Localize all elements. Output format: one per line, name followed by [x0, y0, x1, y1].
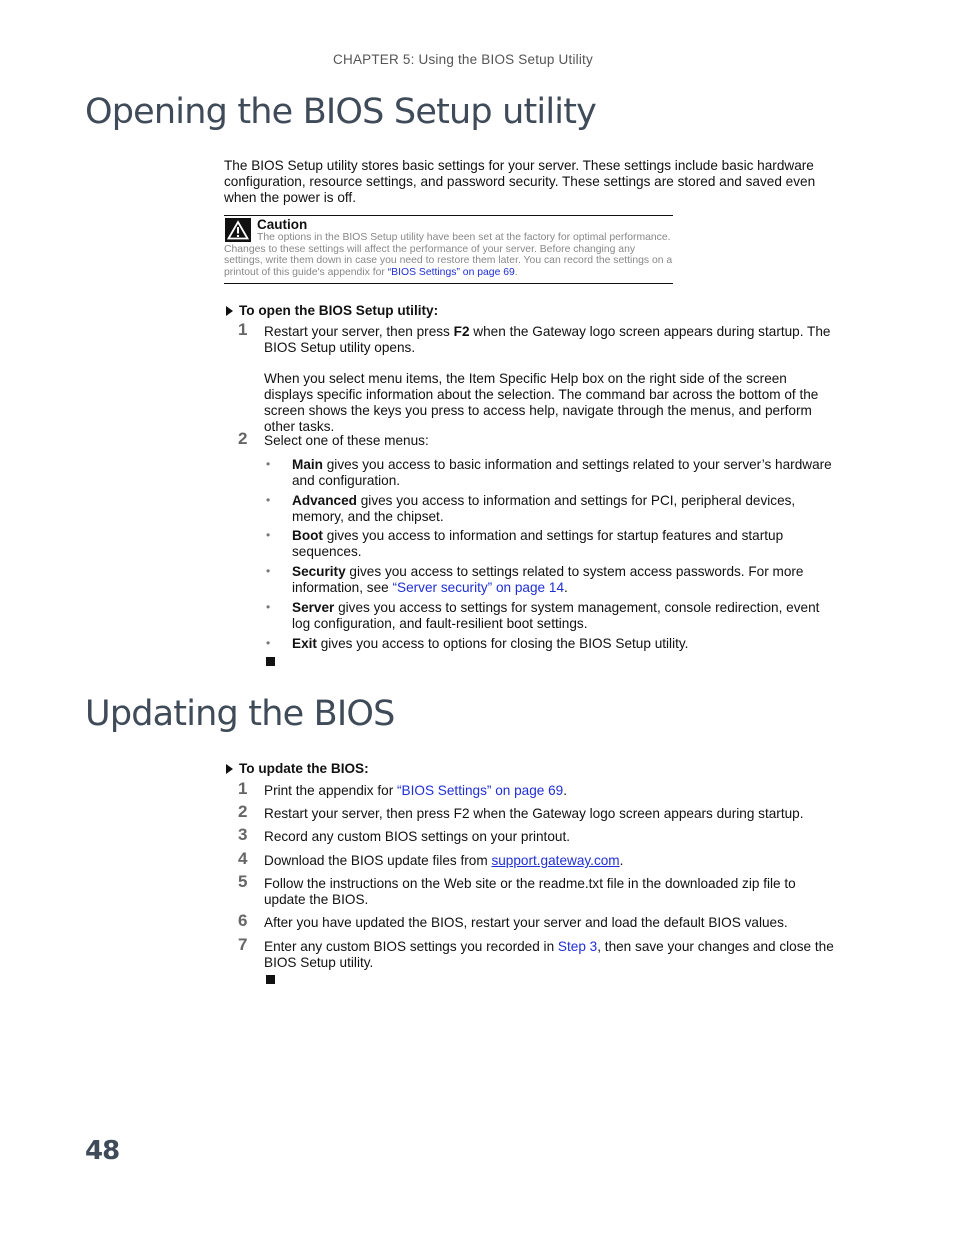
- update-step-2: [238, 802, 838, 822]
- step-text: Restart your server, then press F2 when the Gateway logo screen appears during startup.: [264, 806, 804, 821]
- step-number: 2: [238, 802, 248, 821]
- step-number: 1: [238, 320, 248, 339]
- step-text: Print the appendix for: [264, 783, 397, 798]
- update-step-5: [238, 872, 838, 908]
- step-number: 1: [238, 779, 248, 798]
- step-text: Download the BIOS update files from: [264, 853, 492, 868]
- bullet-server: [266, 600, 840, 632]
- update-step-4: [238, 849, 838, 869]
- procedure-heading-open-bios: [226, 303, 438, 319]
- step-number: 6: [238, 911, 248, 930]
- bullet-text: gives you access to options for closing the BIOS Setup utility.: [316, 636, 689, 651]
- caution-text: The options in the BIOS Setup utility have been set at the factory for optimal performance. Changes to these settings will affect the performance of your server. Before changing any settings, write them down in case you need to restore them later. You can record the settings on a printout of this guide's appendix for: [224, 232, 673, 278]
- bullet-dot: •: [266, 457, 271, 471]
- step-number: 4: [238, 849, 248, 868]
- end-of-procedure-mark: [266, 975, 275, 984]
- bullet-term: Boot: [292, 528, 323, 543]
- step-2: [238, 429, 838, 449]
- bullet-end: .: [564, 580, 568, 595]
- step-text: [264, 324, 839, 356]
- page-number: 48: [85, 1136, 120, 1166]
- key-f2: F2: [453, 324, 470, 339]
- procedure-heading-update-bios: [226, 761, 369, 777]
- update-step-6: [238, 911, 838, 931]
- triangle-icon: [226, 306, 233, 316]
- bullet-dot: •: [266, 600, 271, 614]
- bullet-dot: •: [266, 564, 271, 578]
- procedure-title: To open the BIOS Setup utility:: [239, 303, 439, 318]
- bullet-main: [266, 457, 840, 489]
- update-step-3: [238, 825, 838, 845]
- bullet-dot: •: [266, 636, 271, 650]
- bullet-text: gives you access to settings for system management, console redirection, event log configuration, and fault-resilient boot settings.: [292, 600, 820, 631]
- end-of-procedure-mark: [266, 657, 275, 666]
- step-end: .: [563, 783, 568, 798]
- step-text-b: when the Gateway logo screen appears during startup. The BIOS Setup utility opens.: [264, 324, 831, 355]
- step-number: 3: [238, 825, 248, 844]
- bullet-term: Main: [292, 457, 323, 472]
- step-number: 5: [238, 872, 248, 891]
- caution-box: [224, 215, 673, 284]
- step-text-a: Restart your server, then press: [264, 324, 454, 339]
- support-gateway-link[interactable]: support.gateway.com: [491, 853, 620, 868]
- server-security-link[interactable]: “Server security” on page 14: [392, 580, 565, 595]
- section-title-updating-bios: Updating the BIOS: [85, 694, 395, 734]
- bullet-term: Advanced: [292, 493, 357, 508]
- step-text: Enter any custom BIOS settings you recorded in: [264, 939, 558, 954]
- step-end: .: [619, 853, 624, 868]
- step-end: , then save your changes and close the BIOS Setup utility.: [264, 939, 834, 970]
- bullet-term: Security: [292, 564, 346, 579]
- caution-end: .: [514, 266, 518, 278]
- step-text: Follow the instructions on the Web site or the readme.txt file in the downloaded zip file to update the BIOS.: [264, 876, 796, 907]
- step-number: 2: [238, 429, 248, 448]
- update-step-1: [238, 779, 838, 799]
- section-title-opening-bios: Opening the BIOS Setup utility: [85, 92, 597, 132]
- bullet-text: gives you access to settings related to system access passwords. For more information, see: [292, 564, 804, 595]
- bullet-text: gives you access to information and settings for startup features and startup sequences.: [292, 528, 784, 559]
- bullet-dot: •: [266, 493, 271, 507]
- procedure-title: To update the BIOS:: [239, 761, 369, 776]
- caution-title: Caution: [257, 217, 308, 232]
- bullet-text: gives you access to basic information and settings related to your server’s hardware and configuration.: [292, 457, 832, 488]
- bullet-boot: [266, 528, 840, 560]
- update-step-7: [238, 935, 838, 971]
- step-1: [238, 320, 838, 435]
- step-3-link[interactable]: Step 3: [557, 939, 598, 954]
- bullet-advanced: [266, 493, 840, 525]
- bullet-security: [266, 564, 840, 596]
- bios-settings-link[interactable]: “BIOS Settings” on page 69: [397, 783, 564, 798]
- bullet-term: Exit: [292, 636, 317, 651]
- intro-paragraph: The BIOS Setup utility stores basic settings for your server. These settings include basic hardware configuration, resource settings, and password security. These settings are stored and saved even when the power is off.: [224, 158, 816, 205]
- triangle-icon: [226, 764, 233, 774]
- bullet-exit: [266, 636, 840, 652]
- step-paragraph: When you select menu items, the Item Specific Help box on the right side of the screen displays specific information about the selection. The command bar across the bottom of the screen shows the keys you press to access help, navigate through the menus, and perform other tasks.: [264, 371, 819, 434]
- step-text: Select one of these menus:: [264, 433, 429, 448]
- step-text: After you have updated the BIOS, restart your server and load the default BIOS values.: [264, 915, 788, 930]
- bullet-dot: •: [266, 528, 271, 542]
- warning-icon: [225, 218, 251, 242]
- step-text: Record any custom BIOS settings on your printout.: [264, 829, 571, 844]
- bullet-text: gives you access to information and settings for PCI, peripheral devices, memory, and the chipset.: [292, 493, 796, 524]
- step-number: 7: [238, 935, 248, 954]
- running-head: CHAPTER 5: Using the BIOS Setup Utility: [333, 52, 593, 67]
- bios-settings-link[interactable]: “BIOS Settings” on page 69: [387, 266, 515, 278]
- bullet-term: Server: [292, 600, 335, 615]
